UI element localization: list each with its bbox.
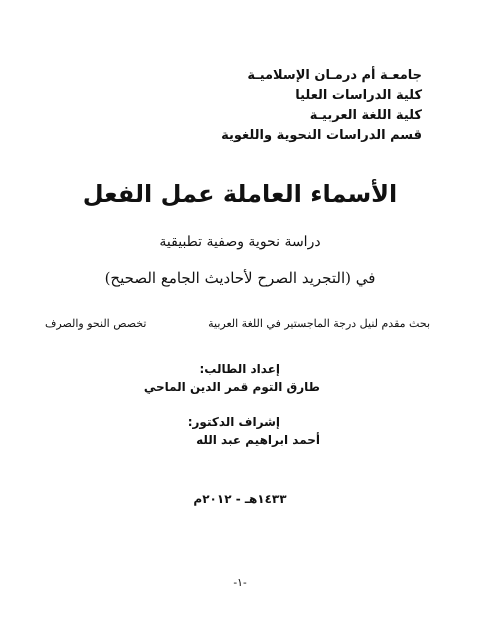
specialization-text: تخصص النحو والصرف (45, 317, 147, 330)
student-name: طارق التوم قمر الدين الماحي (143, 380, 320, 394)
university-name: جامعـة أم درمـان الإسلاميـة (247, 68, 422, 83)
page-number: -١- (233, 576, 247, 589)
supervisor-name: أحمد ابراهيم عبد الله (196, 433, 320, 447)
institution-header (122, 66, 422, 146)
student-label: إعداد الطالب: (199, 362, 280, 376)
department-name: قسم الدراسات النحوية واللغوية (221, 128, 422, 143)
graduate-college-name: كلية الدراسات العليا (295, 88, 422, 103)
supervisor-label: إشراف الدكتور: (187, 415, 280, 429)
thesis-subtitle: دراسة نحوية وصفية تطبيقية (159, 234, 321, 250)
thesis-context: في (التجريد الصرح لأحاديث الجامع الصحيح) (104, 269, 376, 287)
degree-text: بحث مقدم لنيل درجة الماجستير في اللغة العربية (208, 317, 430, 330)
thesis-title: الأسماء العاملة عمل الفعل (82, 180, 398, 208)
thesis-date: ١٤٣٣هـ - ٢٠١٢م (193, 492, 287, 506)
arabic-college-name: كلية اللغة العربيـة (309, 108, 422, 123)
